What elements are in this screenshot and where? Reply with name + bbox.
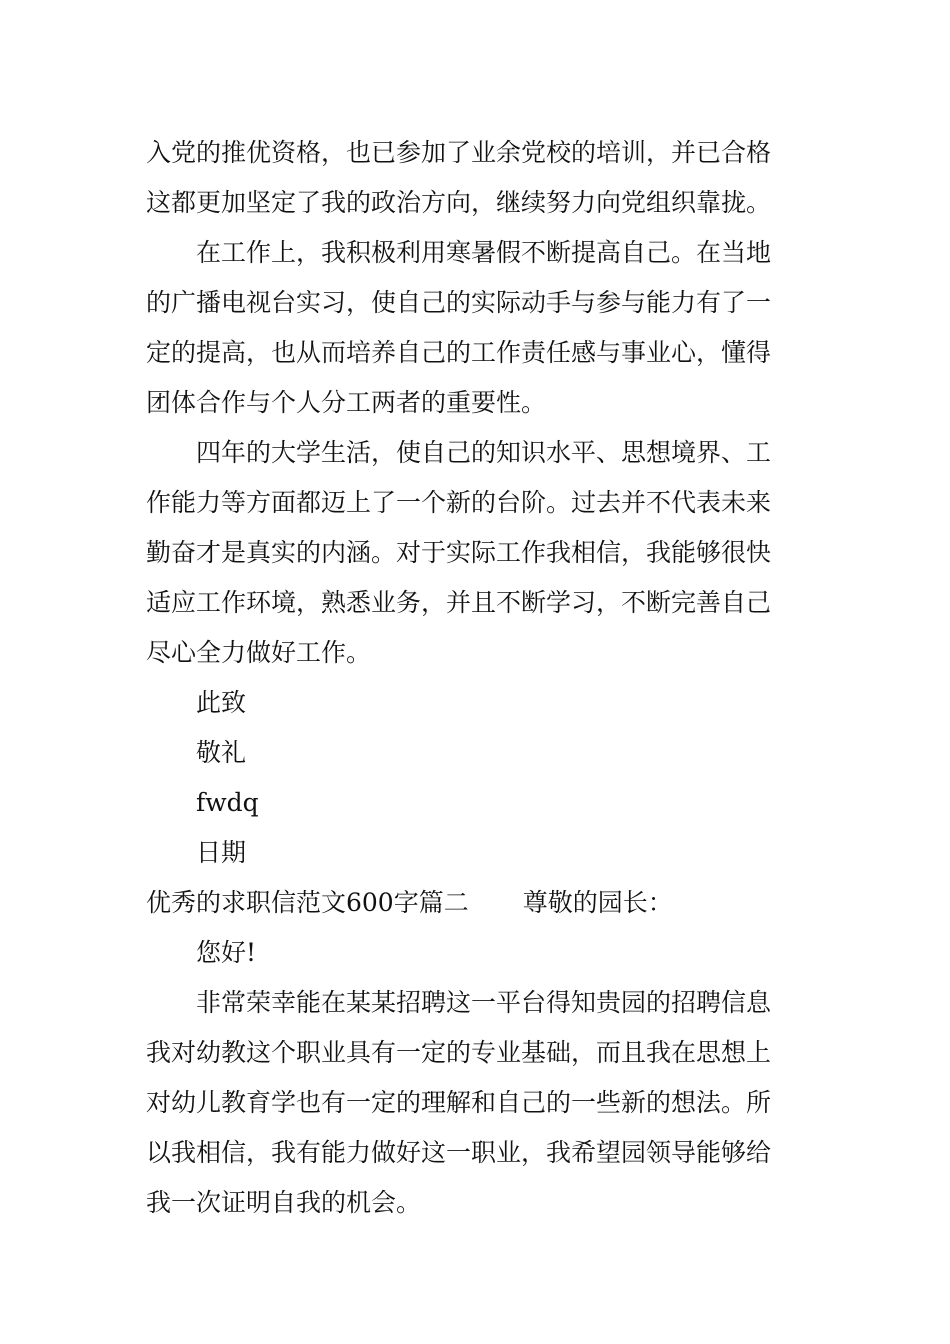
text-line: 以我相信，我有能力做好这一职业，我希望园领导能够给 — [146, 1138, 772, 1167]
section-heading-line — [146, 878, 816, 928]
document-page — [146, 128, 816, 1228]
closing-regards: 敬礼 — [196, 738, 247, 767]
signature-name: fwdq — [196, 788, 259, 817]
date-label: 日期 — [196, 838, 247, 867]
text-line: 我对幼教这个职业具有一定的专业基础，而且我在思想上 — [146, 1038, 772, 1067]
greeting-line: 您好! — [196, 938, 257, 967]
text-line: 适应工作环境，熟悉业务，并且不断学习，不断完善自己 — [146, 588, 772, 617]
text-line: 我一次证明自我的机会。 — [146, 1188, 422, 1217]
section-title: 优秀的求职信范文600字篇二 — [146, 888, 469, 917]
text-line: 这都更加坚定了我的政治方向，继续努力向党组织靠拢。 — [146, 188, 772, 217]
text-line: 的广播电视台实习，使自己的实际动手与参与能力有了一 — [146, 288, 772, 317]
text-line: 尽心全力做好工作。 — [146, 638, 372, 667]
text-line: 团体合作与个人分工两者的重要性。 — [146, 388, 547, 417]
text-line: 入党的推优资格，也已参加了业余党校的培训，并已合格 — [146, 138, 772, 167]
paragraph-start-line: 在工作上，我积极利用寒暑假不断提高自己。在当地 — [196, 238, 772, 267]
salutation: 尊敬的园长： — [522, 888, 673, 917]
paragraph-start-line: 四年的大学生活，使自己的知识水平、思想境界、工 — [196, 438, 772, 467]
text-line: 定的提高，也从而培养自己的工作责任感与事业心，懂得 — [146, 338, 772, 367]
text-line: 勤奋才是真实的内涵。对于实际工作我相信，我能够很快 — [146, 538, 772, 567]
paragraph-start-line: 非常荣幸能在某某招聘这一平台得知贵园的招聘信息 — [196, 988, 772, 1017]
text-line: 对幼儿教育学也有一定的理解和自己的一些新的想法。所 — [146, 1088, 772, 1117]
text-line: 作能力等方面都迈上了一个新的台阶。过去并不代表未来 — [146, 488, 772, 517]
closing-line: 此致 — [196, 688, 247, 717]
